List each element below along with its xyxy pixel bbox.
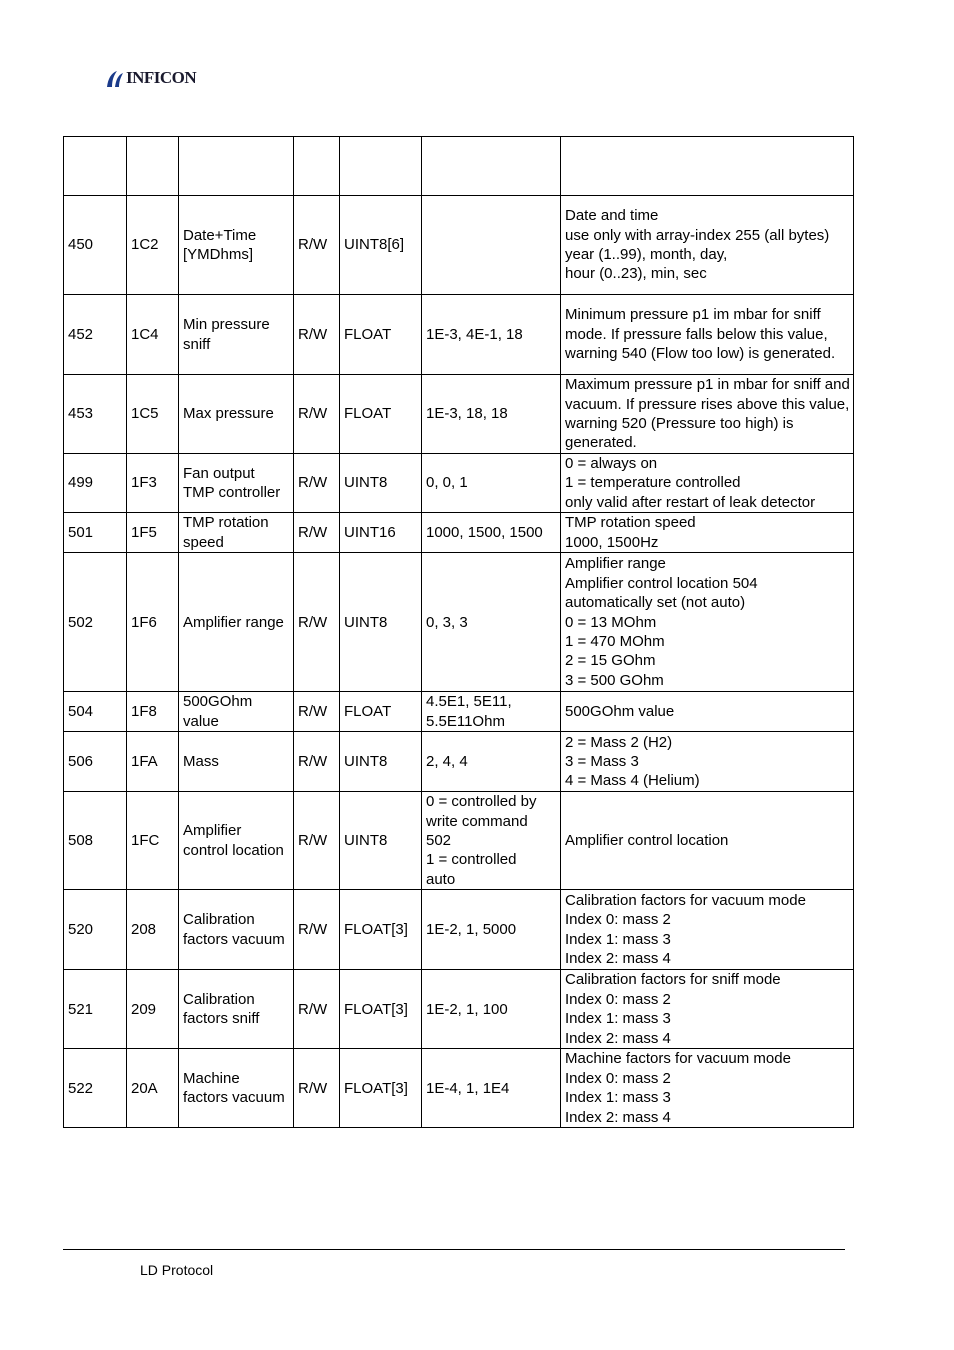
- cell-parameter-name: Mass: [179, 732, 294, 792]
- cell-dec-address: 501: [64, 513, 127, 553]
- cell-description: Minimum pressure p1 im mbar for sniff mode. If pressure falls below this value, warning 540 (Flow too low) is generated.: [561, 295, 854, 375]
- cell-dec-address: 502: [64, 553, 127, 692]
- cell-range: 1000, 1500, 1500: [422, 513, 561, 553]
- table-row: [64, 375, 854, 454]
- cell-dec-address: 508: [64, 792, 127, 890]
- table-row: [64, 196, 854, 295]
- cell-parameter-name: 500GOhm value: [179, 692, 294, 732]
- cell-range: 1E-4, 1, 1E4: [422, 1049, 561, 1128]
- cell-data-type: FLOAT: [340, 375, 422, 454]
- cell-dec-address: 506: [64, 732, 127, 792]
- footer-divider: [63, 1249, 845, 1250]
- cell-description: Calibration factors for vacuum mode Index 0: mass 2 Index 1: mass 3 Index 2: mass 4: [561, 890, 854, 970]
- table-header-row: [64, 137, 854, 196]
- table-row: [64, 1049, 854, 1128]
- cell-parameter-name: Date+Time [YMDhms]: [179, 196, 294, 295]
- cell-parameter-name: Calibration factors vacuum: [179, 890, 294, 970]
- cell-parameter-name: Min pressure sniff: [179, 295, 294, 375]
- cell-hex-address: 208: [127, 890, 179, 970]
- inficon-logo-icon: [104, 67, 124, 89]
- cell-access: R/W: [294, 692, 340, 732]
- cell-blank-5: [340, 137, 422, 196]
- cell-access: R/W: [294, 375, 340, 454]
- cell-description: TMP rotation speed 1000, 1500Hz: [561, 513, 854, 553]
- cell-range: 0 = controlled by write command 502 1 = controlled auto: [422, 792, 561, 890]
- cell-parameter-name: Amplifier range: [179, 553, 294, 692]
- cell-hex-address: 1C5: [127, 375, 179, 454]
- cell-hex-address: 1C4: [127, 295, 179, 375]
- cell-blank-1: [64, 137, 127, 196]
- cell-description: Maximum pressure p1 in mbar for sniff and vacuum. If pressure rises above this value, warning 520 (Pressure too high) is generated.: [561, 375, 854, 454]
- footer-document-title: LD Protocol: [140, 1262, 214, 1278]
- cell-hex-address: 20A: [127, 1049, 179, 1128]
- cell-access: R/W: [294, 732, 340, 792]
- cell-access: R/W: [294, 513, 340, 553]
- parameter-table: [63, 136, 854, 1128]
- cell-hex-address: 1FC: [127, 792, 179, 890]
- logo-text: INFICON: [126, 68, 197, 87]
- cell-hex-address: 1F8: [127, 692, 179, 732]
- table-row: [64, 454, 854, 513]
- table-row: [64, 692, 854, 732]
- cell-range: 1E-2, 1, 5000: [422, 890, 561, 970]
- table-row: [64, 792, 854, 890]
- cell-range: 4.5E1, 5E11, 5.5E11Ohm: [422, 692, 561, 732]
- cell-range: 2, 4, 4: [422, 732, 561, 792]
- cell-description: Calibration factors for sniff mode Index 0: mass 2 Index 1: mass 3 Index 2: mass 4: [561, 970, 854, 1049]
- cell-hex-address: 1F3: [127, 454, 179, 513]
- cell-access: R/W: [294, 454, 340, 513]
- cell-data-type: UINT8: [340, 454, 422, 513]
- cell-range: 0, 3, 3: [422, 553, 561, 692]
- cell-blank-3: [179, 137, 294, 196]
- table-row: [64, 732, 854, 792]
- cell-blank-6: [422, 137, 561, 196]
- table-row: [64, 890, 854, 970]
- table-row: [64, 295, 854, 375]
- cell-description: 2 = Mass 2 (H2) 3 = Mass 3 4 = Mass 4 (Helium): [561, 732, 854, 792]
- cell-data-type: UINT8: [340, 553, 422, 692]
- cell-dec-address: 521: [64, 970, 127, 1049]
- cell-parameter-name: Fan output TMP controller: [179, 454, 294, 513]
- cell-description: 500GOhm value: [561, 692, 854, 732]
- cell-dec-address: 522: [64, 1049, 127, 1128]
- table-row: [64, 970, 854, 1049]
- cell-description: Amplifier range Amplifier control location 504 automatically set (not auto) 0 = 13 MOhm 1 = 470 MOhm 2 = 15 GOhm 3 = 500 GOhm: [561, 553, 854, 692]
- cell-range: 1E-2, 1, 100: [422, 970, 561, 1049]
- cell-range: [422, 196, 561, 295]
- cell-access: R/W: [294, 196, 340, 295]
- cell-hex-address: 1F6: [127, 553, 179, 692]
- cell-description: 0 = always on 1 = temperature controlled only valid after restart of leak detector: [561, 454, 854, 513]
- cell-parameter-name: Calibration factors sniff: [179, 970, 294, 1049]
- cell-range: 0, 0, 1: [422, 454, 561, 513]
- cell-blank-2: [127, 137, 179, 196]
- cell-dec-address: 452: [64, 295, 127, 375]
- cell-hex-address: 209: [127, 970, 179, 1049]
- cell-access: R/W: [294, 295, 340, 375]
- cell-data-type: UINT8: [340, 792, 422, 890]
- cell-dec-address: 499: [64, 454, 127, 513]
- table-row: [64, 513, 854, 553]
- cell-description: Amplifier control location: [561, 792, 854, 890]
- cell-parameter-name: Machine factors vacuum: [179, 1049, 294, 1128]
- cell-dec-address: 504: [64, 692, 127, 732]
- cell-hex-address: 1F5: [127, 513, 179, 553]
- cell-hex-address: 1C2: [127, 196, 179, 295]
- cell-dec-address: 450: [64, 196, 127, 295]
- cell-data-type: FLOAT[3]: [340, 1049, 422, 1128]
- cell-parameter-name: Max pressure: [179, 375, 294, 454]
- cell-access: R/W: [294, 792, 340, 890]
- cell-range: 1E-3, 18, 18: [422, 375, 561, 454]
- cell-description: Date and time use only with array-index 255 (all bytes) year (1..99), month, day, hour (0..23), min, sec: [561, 196, 854, 295]
- cell-data-type: FLOAT[3]: [340, 970, 422, 1049]
- cell-access: R/W: [294, 970, 340, 1049]
- table-row: [64, 553, 854, 692]
- cell-data-type: UINT16: [340, 513, 422, 553]
- cell-data-type: FLOAT: [340, 692, 422, 732]
- cell-hex-address: 1FA: [127, 732, 179, 792]
- cell-data-type: UINT8[6]: [340, 196, 422, 295]
- cell-data-type: FLOAT[3]: [340, 890, 422, 970]
- cell-data-type: FLOAT: [340, 295, 422, 375]
- cell-access: R/W: [294, 1049, 340, 1128]
- cell-parameter-name: TMP rotation speed: [179, 513, 294, 553]
- cell-access: R/W: [294, 890, 340, 970]
- cell-parameter-name: Amplifier control location: [179, 792, 294, 890]
- company-logo: [104, 66, 196, 90]
- cell-blank-7: [561, 137, 854, 196]
- cell-dec-address: 520: [64, 890, 127, 970]
- cell-range: 1E-3, 4E-1, 18: [422, 295, 561, 375]
- cell-dec-address: 453: [64, 375, 127, 454]
- cell-blank-4: [294, 137, 340, 196]
- cell-description: Machine factors for vacuum mode Index 0: mass 2 Index 1: mass 3 Index 2: mass 4: [561, 1049, 854, 1128]
- cell-data-type: UINT8: [340, 732, 422, 792]
- cell-access: R/W: [294, 553, 340, 692]
